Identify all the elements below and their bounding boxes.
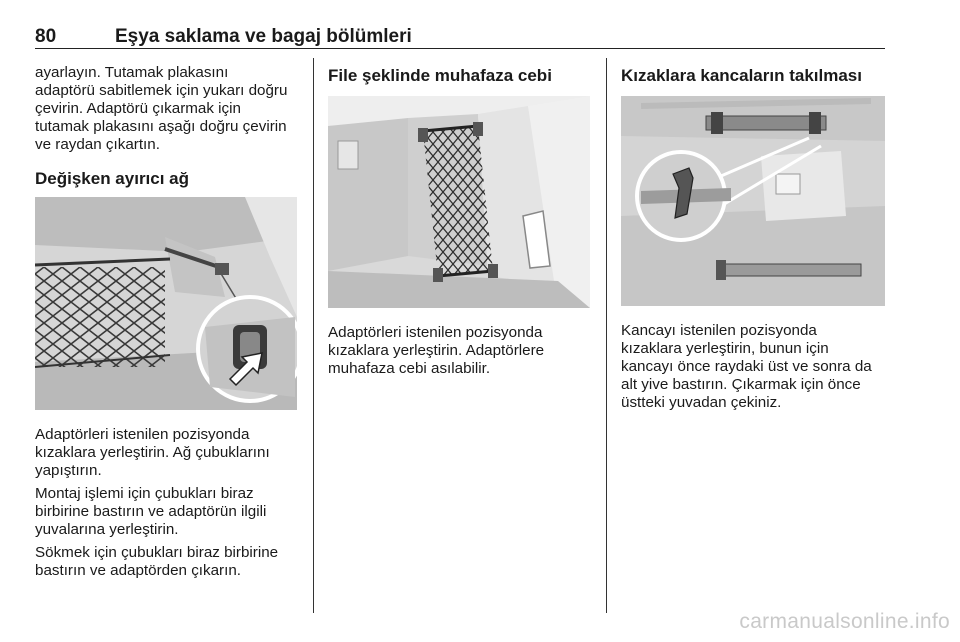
text-line: ayarlayın. Tutamak plakasını <box>35 64 229 81</box>
text-line: ve raydan çıkartın. <box>35 136 160 153</box>
text-line: Montaj işlemi için çubukları biraz <box>35 485 254 502</box>
watermark-logo: carmanualsonline.info <box>739 610 950 633</box>
text-line: kızaklara yerleştirin. Adaptörlere <box>328 342 545 359</box>
text-line: tutamak plakasını aşağı doğru çevirin <box>35 118 287 135</box>
text-line: bastırın ve adaptörden çıkarın. <box>35 562 241 579</box>
text-line: Kancayı istenilen pozisyonda <box>621 322 817 339</box>
figure-storage-net <box>328 96 590 308</box>
section-heading-divider-net: Değişken ayırıcı ağ <box>35 169 190 188</box>
page-number: 80 <box>35 26 57 47</box>
figure-divider-net <box>35 197 297 410</box>
text-line: Adaptörleri istenilen pozisyonda <box>35 426 250 443</box>
page-header <box>35 20 885 49</box>
text-line: adaptörü sabitlemek için yukarı doğru <box>35 82 288 99</box>
text-line: alt yive bastırın. Çıkarmak için önce <box>621 376 861 393</box>
section-heading-hooks: Kızaklara kancaların takılması <box>621 66 862 85</box>
figure-hooks <box>621 96 885 306</box>
text-line: Sökmek için çubukları biraz birbirine <box>35 544 279 561</box>
text-line: yapıştırın. <box>35 462 102 479</box>
column-divider-left <box>313 58 314 613</box>
text-line: muhafaza cebi asılabilir. <box>328 360 491 377</box>
text-line: Adaptörleri istenilen pozisyonda <box>328 324 543 341</box>
text-line: çevirin. Adaptörü çıkarmak için <box>35 100 241 117</box>
text-line: üstteki yuvadan çekiniz. <box>621 394 782 411</box>
column-divider-right <box>606 58 607 613</box>
text-line: kızaklara yerleştirin, bunun için <box>621 340 829 357</box>
page-title: Eşya saklama ve bagaj bölümleri <box>115 26 412 47</box>
text-line: yuvalarına yerleştirin. <box>35 521 179 538</box>
section-heading-storage-net: File şeklinde muhafaza cebi <box>328 66 552 85</box>
text-line: kızaklara yerleştirin. Ağ çubuklarını <box>35 444 270 461</box>
text-line: kancayı önce raydaki üst ve sonra da <box>621 358 872 375</box>
text-line: birbirine bastırın ve adaptörün ilgili <box>35 503 267 520</box>
